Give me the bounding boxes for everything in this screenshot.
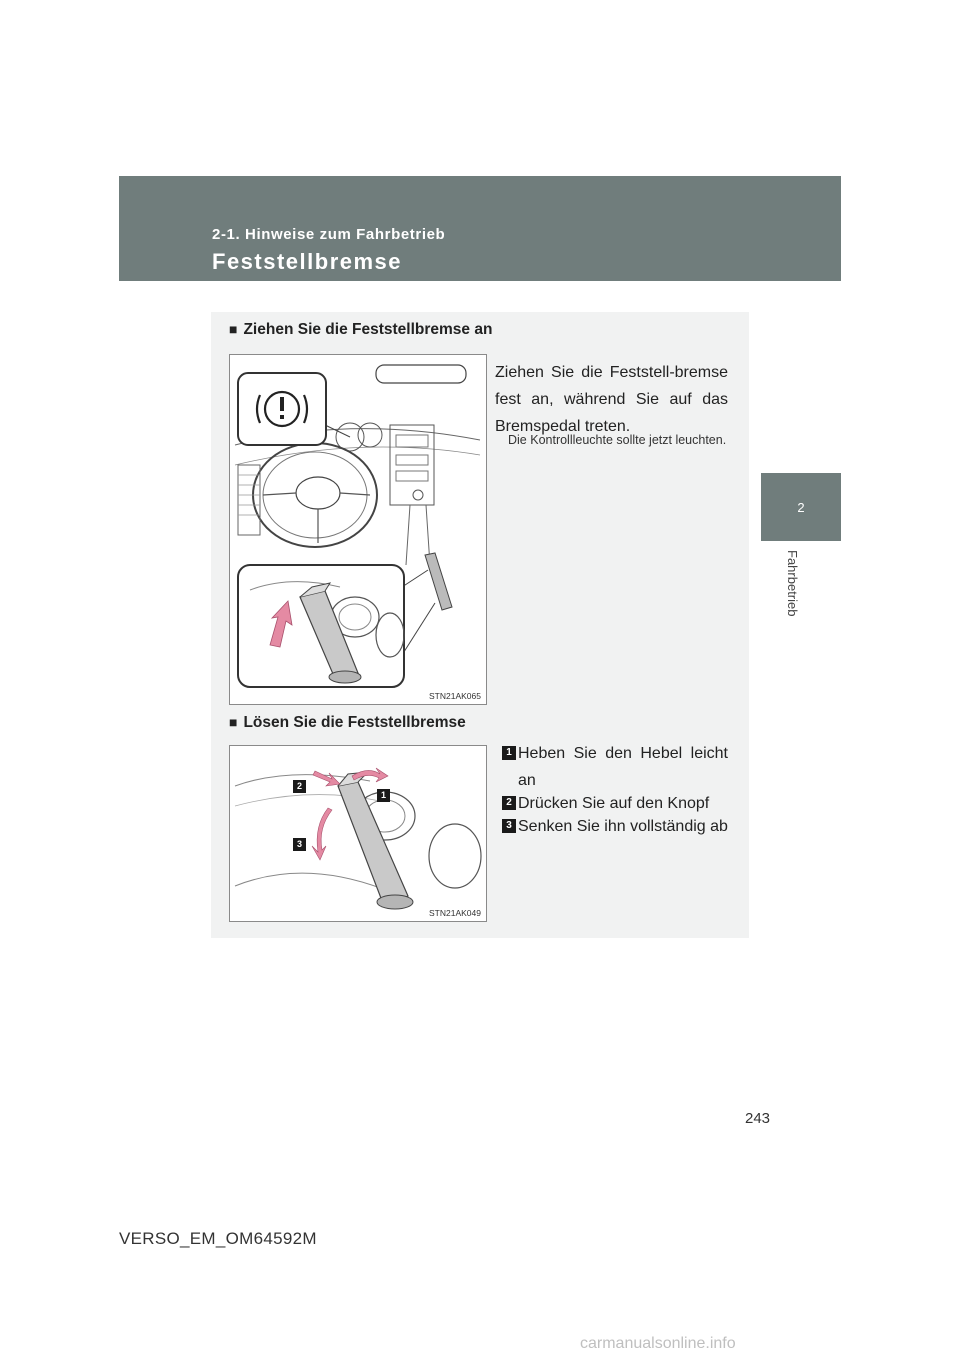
step-text: Senken Sie ihn vollständig ab [518,818,728,835]
document-code: VERSO_EM_OM64592M [119,1229,317,1248]
apply-heading [229,321,492,339]
apply-note: Die Kontrollleuchte sollte jetzt leuchten. [508,433,727,447]
heading-marker: ■ [229,321,238,337]
page-number: 243 [745,1110,771,1127]
section-label: 2-1. Hinweise zum Fahrbetrieb [212,226,446,243]
step-badge: 1 [502,746,516,760]
dashboard-figure [229,354,487,705]
apply-instruction: Ziehen Sie die Feststell-bremse fest an, während Sie auf das Bremspedal treten. [495,364,728,435]
lever-release-figure [229,745,487,922]
figure-badge-3: 3 [293,838,306,851]
release-heading [229,714,466,732]
release-step-3 [502,813,728,840]
step-badge: 3 [502,819,516,833]
figure-code: STN21AK065 [429,691,481,701]
watermark[interactable]: carmanualsonline.info [580,1335,736,1352]
figure-badge-1: 1 [377,789,390,802]
figure-code: STN21AK049 [429,908,481,918]
release-heading-text: Lösen Sie die Feststellbremse [243,714,466,731]
step-text: Drücken Sie auf den Knopf [518,795,710,812]
lever-release-illustration [230,746,486,921]
step-badge: 2 [502,796,516,810]
figure-badge-2: 2 [293,780,306,793]
chapter-tab[interactable] [761,473,841,541]
page-title: Feststellbremse [212,249,403,274]
chapter-tab-number: 2 [797,499,805,515]
release-step-1 [502,740,728,794]
apply-heading-text: Ziehen Sie die Feststellbremse an [243,321,493,338]
step-text: Heben Sie den Hebel leicht an [518,745,728,789]
heading-marker: ■ [229,714,238,730]
dashboard-illustration [230,355,486,704]
chapter-tab-label: Fahrbetrieb [785,550,800,617]
